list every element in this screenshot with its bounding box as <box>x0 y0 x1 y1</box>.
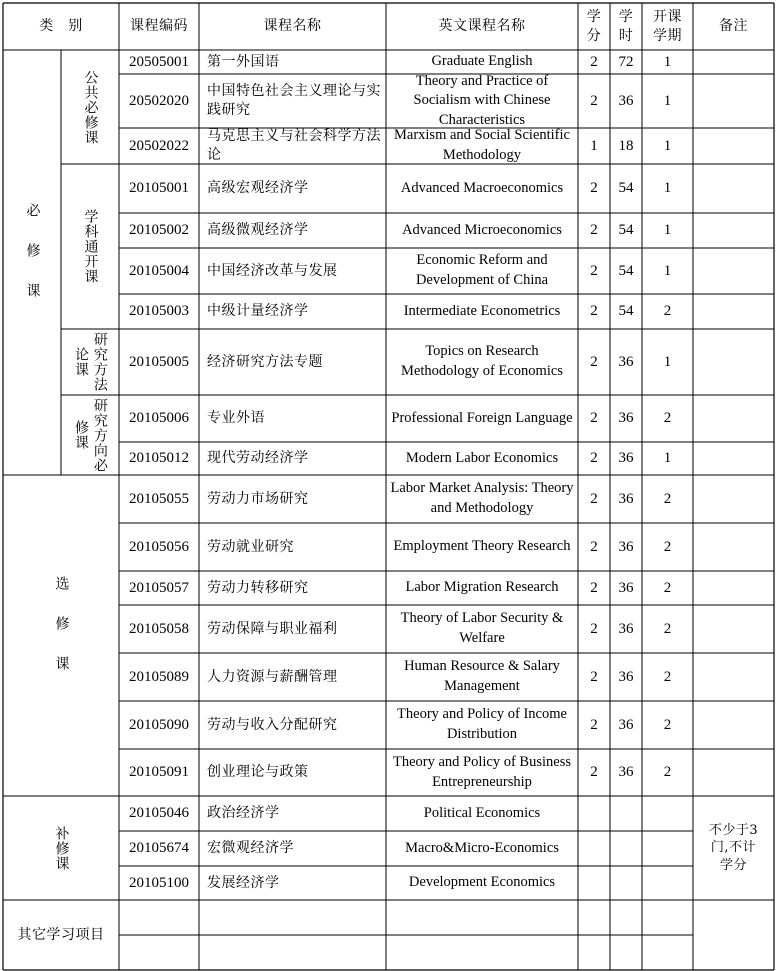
course-name: 现代劳动经济学 <box>207 450 309 467</box>
course-name: 高级微观经济学 <box>207 222 309 239</box>
course-name: 专业外语 <box>207 410 265 427</box>
course-english-name: Political Economics <box>423 804 541 821</box>
course-semester: 2 <box>663 303 672 320</box>
category-methodology: 研究方法论课 <box>73 332 108 392</box>
course-semester: 1 <box>663 53 672 70</box>
course-semester: 2 <box>663 538 672 555</box>
course-name: 创业理论与政策 <box>207 764 309 781</box>
course-name: 政治经济学 <box>207 805 280 822</box>
course-hours: 54 <box>618 222 634 239</box>
course-credits: 2 <box>590 353 598 370</box>
course-hours: 36 <box>618 716 634 733</box>
course-credits: 2 <box>590 222 598 239</box>
course-english-name: Graduate English <box>431 53 533 70</box>
course-semester: 1 <box>663 180 672 197</box>
course-credits: 2 <box>590 410 598 427</box>
course-hours: 36 <box>618 410 634 427</box>
course-semester: 2 <box>663 668 672 685</box>
course-name: 中级计量经济学 <box>207 303 309 320</box>
course-hours: 54 <box>618 180 634 197</box>
makeup-remark: 不少于3门,不计学分 <box>708 822 759 873</box>
course-semester: 2 <box>663 490 672 507</box>
course-english-name: Advanced Macroeconomics <box>400 179 564 196</box>
header-code: 课程编码 <box>130 18 188 35</box>
course-name: 第一外国语 <box>207 53 280 70</box>
course-code: 20105100 <box>129 874 189 891</box>
course-code: 20105002 <box>129 222 189 239</box>
course-code: 20105006 <box>129 410 189 427</box>
category-makeup: 补修课 <box>53 825 70 871</box>
course-code: 20105057 <box>129 579 189 596</box>
course-credits: 2 <box>590 579 598 596</box>
course-semester: 2 <box>663 410 672 427</box>
course-semester: 2 <box>663 764 672 781</box>
course-hours: 36 <box>618 764 634 781</box>
course-name: 劳动力市场研究 <box>207 490 309 507</box>
course-credits: 2 <box>590 92 598 109</box>
course-semester <box>642 831 693 866</box>
course-code: 20105004 <box>129 262 189 279</box>
header-category: 类 别 <box>39 18 83 35</box>
category-elective: 选修课 <box>53 575 70 696</box>
course-credits: 2 <box>590 764 598 781</box>
course-code: 20105005 <box>129 353 189 370</box>
course-name: 劳动力转移研究 <box>207 579 309 596</box>
course-hours: 54 <box>618 262 634 279</box>
category-required: 必修课 <box>24 202 41 323</box>
course-name: 马克思主义与社会科学方法论 <box>207 128 381 163</box>
course-hours: 36 <box>618 579 634 596</box>
course-english-name: Modern Labor Economics <box>405 449 559 466</box>
course-english-name: Theory of Labor Security & Welfare <box>400 610 564 646</box>
course-english-name: Professional Foreign Language <box>391 409 573 426</box>
course-code: 20502022 <box>129 137 189 154</box>
course-name: 劳动就业研究 <box>207 538 294 555</box>
course-credits: 2 <box>590 450 598 467</box>
header-remarks: 备注 <box>719 18 748 35</box>
course-semester <box>642 796 693 831</box>
course-semester: 1 <box>663 92 672 109</box>
category-public-required: 公共必修课 <box>82 69 99 145</box>
course-code: 20105056 <box>129 538 189 555</box>
course-credits: 2 <box>590 716 598 733</box>
course-credits: 2 <box>590 53 598 70</box>
course-english-name: Human Resource & Salary Management <box>404 658 560 694</box>
course-hours: 36 <box>618 620 634 637</box>
course-english-name: Topics on Research Methodology of Economics <box>401 343 563 379</box>
course-credits: 2 <box>590 303 598 320</box>
course-credits <box>578 796 610 831</box>
course-semester: 1 <box>663 450 672 467</box>
course-name: 中国经济改革与发展 <box>207 262 338 279</box>
course-code: 20105058 <box>129 620 189 637</box>
course-english-name: Theory and Policy of Income Distribution <box>397 706 567 742</box>
course-english-name: Intermediate Econometrics <box>403 302 561 319</box>
course-credits <box>578 831 610 866</box>
course-code: 20105089 <box>129 668 189 685</box>
course-english-name: Labor Migration Research <box>405 579 559 596</box>
course-semester: 1 <box>663 222 672 239</box>
header-semester: 开课学期 <box>653 8 682 44</box>
course-hours: 18 <box>618 137 634 154</box>
header-credits: 学分 <box>586 8 602 44</box>
course-name: 中国特色社会主义理论与实践研究 <box>207 83 381 118</box>
course-name: 经济研究方法专题 <box>207 353 323 370</box>
course-name: 发展经济学 <box>207 874 280 891</box>
course-code: 20105001 <box>129 180 189 197</box>
course-credits: 2 <box>590 538 598 555</box>
course-semester: 1 <box>663 137 672 154</box>
course-hours: 36 <box>618 668 634 685</box>
course-english-name: Development Economics <box>408 874 556 891</box>
course-hours: 36 <box>618 353 634 370</box>
course-english-name: Economic Reform and Development of China <box>415 252 549 288</box>
course-credits: 2 <box>590 620 598 637</box>
header-hours: 学时 <box>618 8 634 44</box>
course-hours: 72 <box>618 53 634 70</box>
course-code: 20105012 <box>129 450 189 467</box>
course-hours: 54 <box>618 303 634 320</box>
course-code: 20105674 <box>129 840 189 857</box>
course-hours: 36 <box>618 450 634 467</box>
course-english-name: Macro&Micro-Economics <box>405 839 559 856</box>
course-credits: 2 <box>590 490 598 507</box>
course-semester: 1 <box>663 353 672 370</box>
course-hours: 36 <box>618 490 634 507</box>
course-english-name: Marxism and Social Scientific Methodology <box>394 127 570 163</box>
course-credits <box>578 866 610 900</box>
course-hours: 36 <box>618 538 634 555</box>
header-english-name: 英文课程名称 <box>438 18 526 35</box>
course-english-name: Advanced Microeconomics <box>402 221 562 238</box>
course-hours <box>610 831 642 866</box>
course-name: 劳动与收入分配研究 <box>207 716 338 733</box>
course-credits: 2 <box>590 180 598 197</box>
category-other: 其它学习项目 <box>17 926 105 943</box>
course-name: 劳动保障与职业福利 <box>207 620 338 637</box>
course-semester: 2 <box>663 579 672 596</box>
course-semester: 2 <box>663 620 672 637</box>
course-code: 20105090 <box>129 716 189 733</box>
course-name: 宏微观经济学 <box>207 840 294 857</box>
course-hours: 36 <box>618 92 634 109</box>
course-code: 20105055 <box>129 490 189 507</box>
course-semester: 1 <box>663 262 672 279</box>
course-code: 20505001 <box>129 53 189 70</box>
course-hours <box>610 796 642 831</box>
course-english-name: Theory and Practice of Socialism with Chinese Characteristics <box>413 72 551 128</box>
header-course-name: 课程名称 <box>263 18 322 35</box>
course-name: 高级宏观经济学 <box>207 180 309 197</box>
category-general: 学科通开课 <box>82 209 99 284</box>
course-credits: 2 <box>590 262 598 279</box>
course-credits: 1 <box>590 137 598 154</box>
category-direction-required: 研究方向必修课 <box>73 397 108 473</box>
course-code: 20105091 <box>129 764 189 781</box>
course-semester <box>642 866 693 900</box>
course-code: 20105046 <box>129 805 189 822</box>
course-hours <box>610 866 642 900</box>
course-english-name: Employment Theory Research <box>393 538 571 555</box>
course-name: 人力资源与薪酬管理 <box>207 668 338 685</box>
course-english-name: Theory and Policy of Business Entrepreneurship <box>392 753 571 790</box>
course-english-name: Labor Market Analysis: Theory and Methodology <box>390 480 574 516</box>
course-code: 20105003 <box>129 303 189 320</box>
course-credits: 2 <box>590 668 598 685</box>
course-code: 20502020 <box>129 92 189 109</box>
course-semester: 2 <box>663 716 672 733</box>
